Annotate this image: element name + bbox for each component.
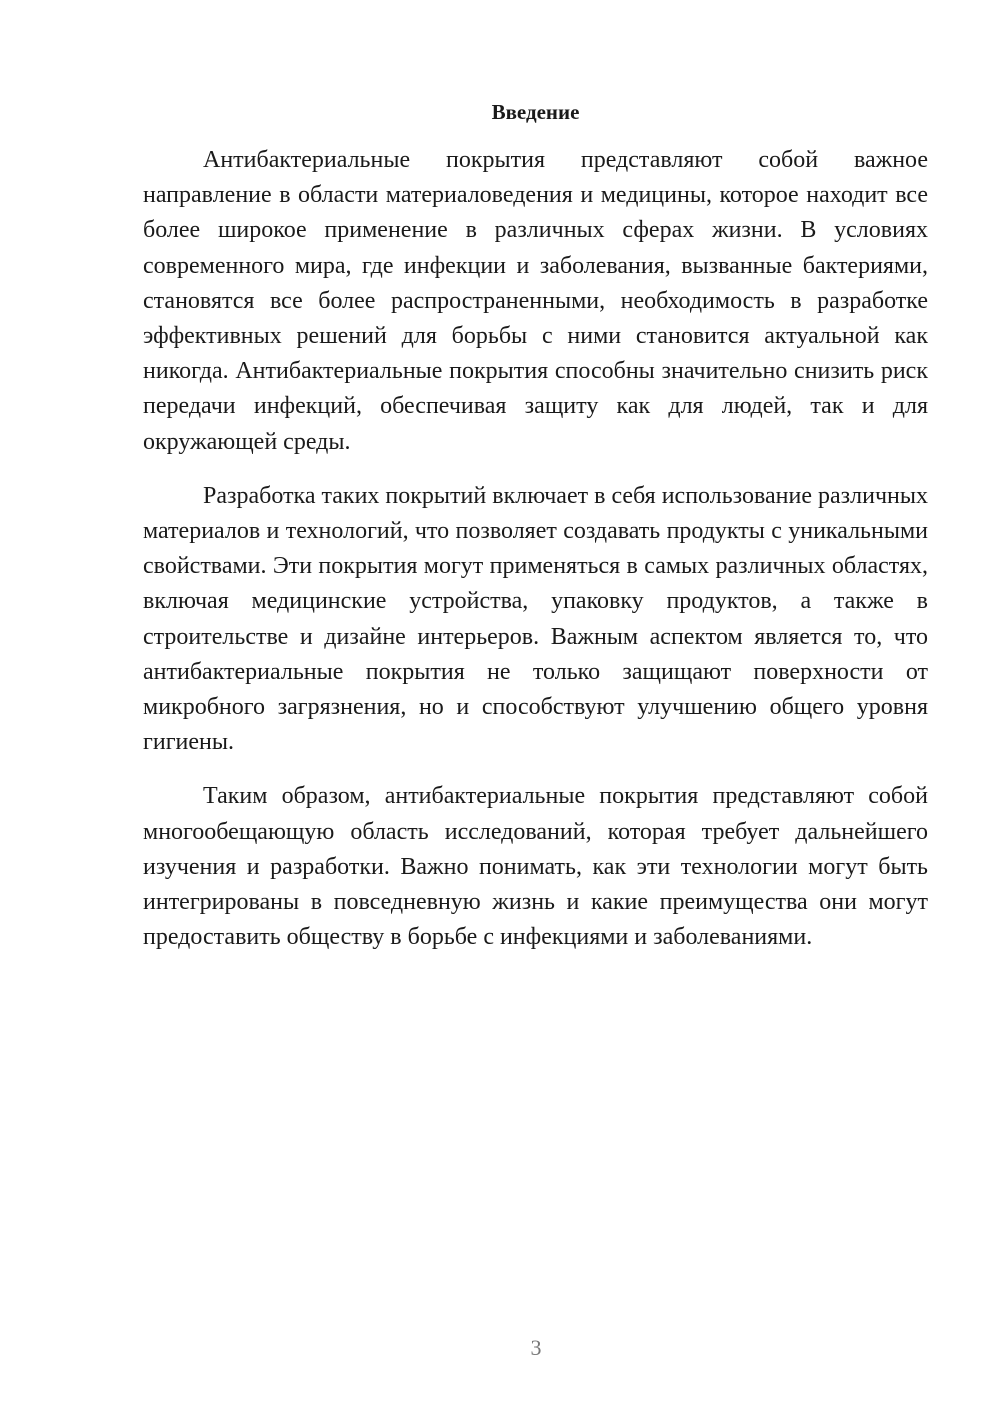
paragraph-1: Антибактериальные покрытия представляют собой важное направление в области материаловедения и медицины, которое находит все более широкое применение в различных сферах жизни. В условиях современного мира, где инфекции и заболевания, вызванные бактериями, становятся все более распространенными, необходимость в разработке эффективных решений для борьбы с ними становится актуальной как никогда. Антибактериальные покрытия способны значительно снизить риск передачи инфекций, обеспечивая защиту как для людей, так и для окружающей среды. [143, 147, 928, 455]
page-title: Введение [491, 100, 580, 124]
paragraph-3: Таким образом, антибактериальные покрытия представляют собой многообещающую область исследований, которая требует дальнейшего изучения и разработки. Важно понимать, как эти технологии могут быть интегрированы в повседневную жизнь и какие преимущества они могут предоставить обществу в борьбе с инфекциями и заболеваниями. [143, 783, 928, 951]
page-number: 3 [530, 1335, 542, 1360]
document-body [143, 143, 928, 955]
paragraph-2: Разработка таких покрытий включает в себя использование различных материалов и технологий, что позволяет создавать продукты с уникальными свойствами. Эти покрытия могут применяться в самых различных областях, включая медицинские устройства, упаковку продуктов, а также в строительстве и дизайне интерьеров. Важным аспектом является то, что антибактериальные покрытия не только защищают поверхности от микробного загрязнения, но и способствуют улучшению общего уровня гигиены. [143, 482, 928, 756]
